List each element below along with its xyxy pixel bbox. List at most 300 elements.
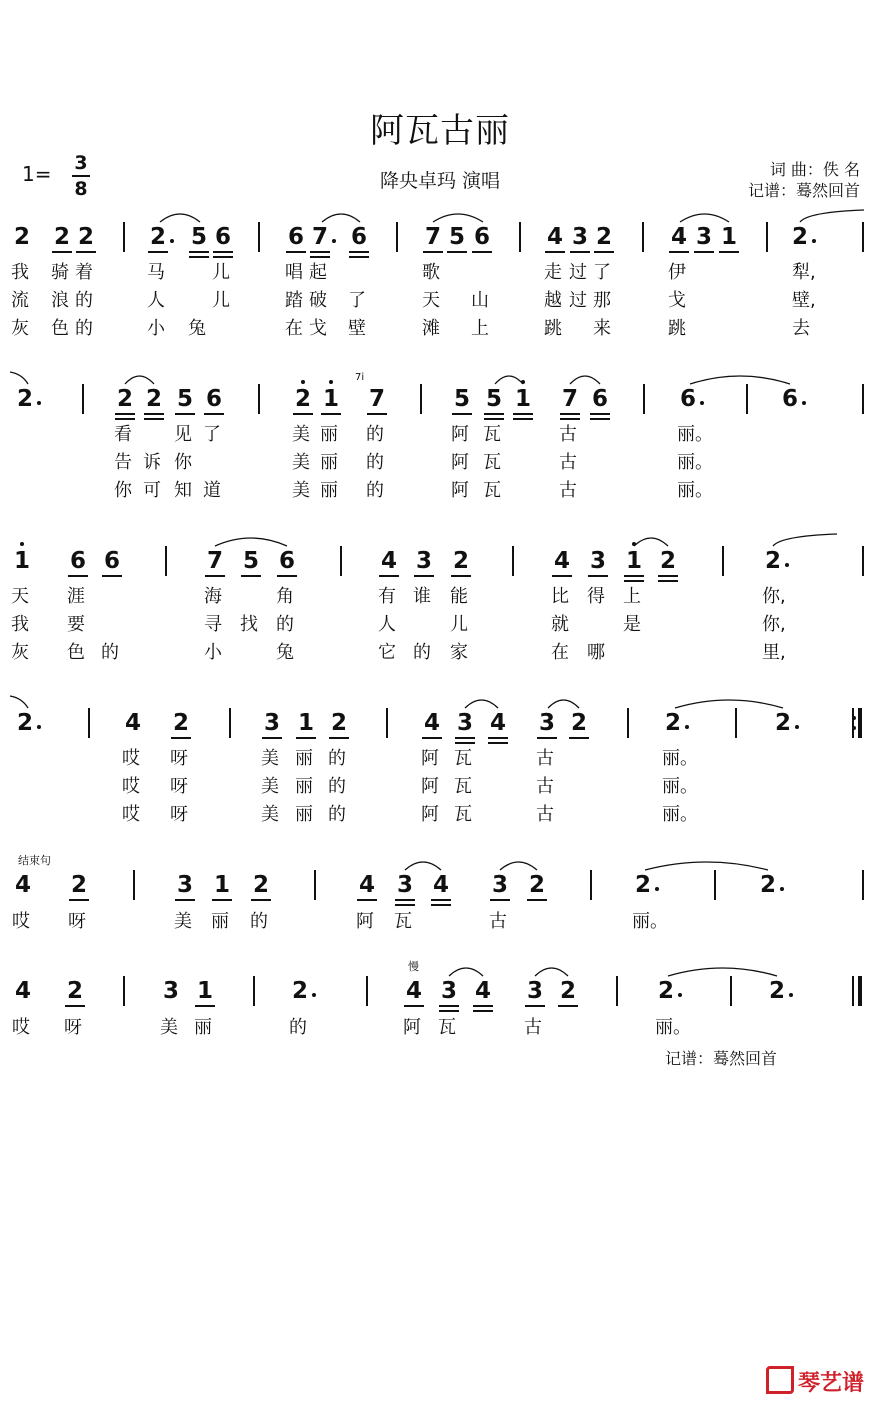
underline xyxy=(624,575,644,577)
note: 7 xyxy=(368,386,385,412)
note: 3 xyxy=(176,872,193,898)
underline xyxy=(148,251,168,253)
final-barline-thin xyxy=(852,976,854,1006)
augmentation-dot xyxy=(812,239,816,243)
lyric-syllable: 的 xyxy=(101,642,119,663)
lyric-syllable: 哪 xyxy=(587,642,605,663)
lyric-syllable: 儿 xyxy=(212,262,230,283)
slur xyxy=(125,376,154,384)
note: 4 xyxy=(14,872,31,898)
underline xyxy=(395,904,415,906)
lyric-syllable: 色 xyxy=(67,642,85,663)
underline xyxy=(473,1010,493,1012)
lyric-syllable: 的 xyxy=(413,642,431,663)
lyric-syllable: 美 xyxy=(160,1017,178,1038)
lyric-syllable: 诉 xyxy=(143,452,161,473)
note: 4 xyxy=(14,978,31,1004)
lyric-syllable: 的 xyxy=(289,1017,307,1038)
underline xyxy=(558,1005,578,1007)
underline xyxy=(473,1005,493,1007)
slur xyxy=(465,700,498,708)
lyric-syllable: 跳 xyxy=(668,318,686,339)
note: 5 xyxy=(453,386,470,412)
lyric-syllable: 灰 xyxy=(11,642,29,663)
lyric-syllable: 戈 xyxy=(668,290,686,311)
underline xyxy=(379,575,399,577)
singer-credit: 降央卓玛 演唱 xyxy=(379,170,501,192)
lyric-syllable: 古 xyxy=(536,776,554,797)
underline xyxy=(212,899,232,901)
underline xyxy=(144,413,164,415)
lyric-syllable: 阿 xyxy=(356,911,374,932)
lyric-syllable: 涯 xyxy=(67,586,85,607)
note: 2 xyxy=(53,224,70,250)
ending-mark: 结束句 xyxy=(18,854,51,867)
slur xyxy=(690,376,790,384)
underline xyxy=(175,413,195,415)
lyric-syllable: 你, xyxy=(762,614,786,635)
underline xyxy=(213,251,233,253)
octave-dot-high xyxy=(632,542,636,546)
note: 6 xyxy=(278,548,295,574)
grace-note-mark: 7i xyxy=(355,372,365,383)
underline xyxy=(658,575,678,577)
lyric-syllable: 灰 xyxy=(11,318,29,339)
underline xyxy=(262,737,282,739)
lyric-syllable: 古 xyxy=(559,424,577,445)
lyric-syllable: 可 xyxy=(143,480,161,501)
barline xyxy=(616,976,618,1006)
underline xyxy=(349,256,369,258)
lyric-syllable: 古 xyxy=(536,748,554,769)
note: 2 xyxy=(570,710,587,736)
lyric-syllable: 哎 xyxy=(12,1017,30,1038)
lyric-syllable: 海 xyxy=(204,586,222,607)
note: 6 xyxy=(214,224,231,250)
tie-end xyxy=(10,696,28,708)
barline xyxy=(735,708,737,738)
note: 2 xyxy=(759,872,776,898)
note: 2 xyxy=(659,548,676,574)
barline xyxy=(258,222,260,252)
note: 2 xyxy=(172,710,189,736)
lyric-syllable: 见 xyxy=(174,424,192,445)
note: 5 xyxy=(190,224,207,250)
lyric-syllable: 呀 xyxy=(170,804,188,825)
lyric-syllable: 走 xyxy=(544,262,562,283)
slur xyxy=(322,214,360,222)
underline xyxy=(310,251,330,253)
lyric-syllable: 哎 xyxy=(122,804,140,825)
underline xyxy=(204,413,224,415)
lyric-syllable: 找 xyxy=(240,614,258,635)
note: 2 xyxy=(595,224,612,250)
lyric-syllable: 丽 xyxy=(320,424,338,445)
underline xyxy=(423,251,443,253)
logo-text: 琴艺谱 xyxy=(797,1371,864,1396)
lyric-syllable: 色 xyxy=(51,318,69,339)
slur xyxy=(535,968,568,976)
note: 2 xyxy=(70,872,87,898)
underline xyxy=(719,251,739,253)
augmentation-dot xyxy=(678,993,682,997)
lyric-syllable: 丽。 xyxy=(677,480,713,501)
note: 6 xyxy=(591,386,608,412)
lyric-syllable: 阿 xyxy=(451,424,469,445)
note: 2 xyxy=(16,386,33,412)
augmentation-dot xyxy=(655,887,659,891)
underline xyxy=(484,413,504,415)
note: 2 xyxy=(116,386,133,412)
lyric-syllable: 哎 xyxy=(122,776,140,797)
note: 2 xyxy=(145,386,162,412)
barline xyxy=(123,976,125,1006)
lyric-syllable: 呀 xyxy=(68,911,86,932)
lyric-syllable: 我 xyxy=(11,262,29,283)
note: 4 xyxy=(423,710,440,736)
lyric-syllable: 丽。 xyxy=(662,804,698,825)
lyric-syllable: 看 xyxy=(114,424,132,445)
lyric-syllable: 有 xyxy=(378,586,396,607)
underline xyxy=(195,1005,215,1007)
lyric-syllable: 丽。 xyxy=(655,1017,691,1038)
underline xyxy=(277,575,297,577)
lyric-syllable: 古 xyxy=(559,480,577,501)
key-signature: 1= xyxy=(22,162,52,186)
lyric-syllable: 呀 xyxy=(170,748,188,769)
underline xyxy=(490,899,510,901)
barline xyxy=(643,384,645,414)
final-barline-thick xyxy=(858,976,862,1006)
lyric-syllable: 阿 xyxy=(421,748,439,769)
octave-dot-high xyxy=(521,380,525,384)
lyric-syllable: 的 xyxy=(75,318,93,339)
augmentation-dot xyxy=(785,563,789,567)
lyric-syllable: 上 xyxy=(471,318,489,339)
lyric-syllable: 兔 xyxy=(188,318,206,339)
lyric-syllable: 跳 xyxy=(544,318,562,339)
footer-transcriber: 记谱：蓦然回首 xyxy=(665,1049,778,1068)
lyric-syllable: 来 xyxy=(593,318,611,339)
underline xyxy=(329,737,349,739)
barline xyxy=(766,222,768,252)
lyric-syllable: 过 xyxy=(569,290,587,311)
lyric-syllable: 你 xyxy=(114,480,132,501)
underline xyxy=(310,256,330,258)
underline xyxy=(241,575,261,577)
lyric-syllable: 过 xyxy=(569,262,587,283)
underline xyxy=(171,737,191,739)
note: 7 xyxy=(311,224,328,250)
lyric-syllable: 美 xyxy=(261,776,279,797)
lyric-syllable: 瓦 xyxy=(394,911,412,932)
barline xyxy=(746,384,748,414)
transcriber-credit: 记谱：蓦然回首 xyxy=(747,181,860,200)
note: 5 xyxy=(448,224,465,250)
lyric-syllable: 丽 xyxy=(295,748,313,769)
slur xyxy=(668,968,777,976)
underline xyxy=(431,899,451,901)
underline xyxy=(439,1010,459,1012)
note: 2 xyxy=(291,978,308,1004)
lyric-syllable: 哎 xyxy=(122,748,140,769)
lyric-syllable: 丽。 xyxy=(662,776,698,797)
lyric-syllable: 告 xyxy=(114,452,132,473)
underline xyxy=(527,899,547,901)
barline xyxy=(258,384,260,414)
note: 4 xyxy=(405,978,422,1004)
lyric-syllable: 寻 xyxy=(204,614,222,635)
underline xyxy=(525,1005,545,1007)
lyric-syllable: 就 xyxy=(551,614,569,635)
underline xyxy=(286,251,306,253)
lyric-syllable: 呀 xyxy=(64,1017,82,1038)
slur xyxy=(215,538,287,546)
augmentation-dot xyxy=(780,887,784,891)
lyric-syllable: 瓦 xyxy=(483,452,501,473)
note: 3 xyxy=(491,872,508,898)
augmentation-dot xyxy=(700,401,704,405)
lyric-syllable: 阿 xyxy=(403,1017,421,1038)
lyric-syllable: 的 xyxy=(366,424,384,445)
underline xyxy=(484,418,504,420)
barline xyxy=(642,222,644,252)
underline xyxy=(102,575,122,577)
lyric-syllable: 谁 xyxy=(413,586,431,607)
note: 6 xyxy=(287,224,304,250)
lyric-syllable: 古 xyxy=(524,1017,542,1038)
note: 4 xyxy=(489,710,506,736)
slur xyxy=(433,214,483,222)
underline xyxy=(570,251,590,253)
underline xyxy=(552,575,572,577)
lyric-syllable: 知 xyxy=(174,480,192,501)
note: 3 xyxy=(263,710,280,736)
lyric-syllable: 了 xyxy=(593,262,611,283)
lyric-syllable: 破 xyxy=(309,290,327,311)
note: 3 xyxy=(396,872,413,898)
note: 2 xyxy=(528,872,545,898)
lyric-syllable: 阿 xyxy=(421,804,439,825)
lyric-syllable: 的 xyxy=(250,911,268,932)
underline xyxy=(472,251,492,253)
underline xyxy=(321,413,341,415)
note: 6 xyxy=(679,386,696,412)
song-title: 阿瓦古丽 xyxy=(370,111,510,151)
note: 3 xyxy=(589,548,606,574)
barline xyxy=(862,870,864,900)
note: 6 xyxy=(205,386,222,412)
note: 4 xyxy=(432,872,449,898)
lyric-syllable: 丽 xyxy=(320,452,338,473)
octave-dot-high xyxy=(329,380,333,384)
note: 6 xyxy=(69,548,86,574)
lyric-syllable: 丽。 xyxy=(677,452,713,473)
lyric-syllable: 丽 xyxy=(320,480,338,501)
lyric-syllable: 丽。 xyxy=(662,748,698,769)
lyric-syllable: 美 xyxy=(292,452,310,473)
barline xyxy=(862,222,864,252)
underline xyxy=(590,418,610,420)
underline xyxy=(349,251,369,253)
underline xyxy=(189,251,209,253)
underline xyxy=(669,251,689,253)
lyric-syllable: 美 xyxy=(292,480,310,501)
underline xyxy=(76,251,96,253)
slur xyxy=(645,862,768,870)
lyric-syllable: 瓦 xyxy=(483,480,501,501)
lyric-syllable: 丽。 xyxy=(632,911,668,932)
lyric-syllable: 得 xyxy=(587,586,605,607)
lyric-syllable: 要 xyxy=(67,614,85,635)
underline xyxy=(357,899,377,901)
lyric-syllable: 比 xyxy=(551,586,569,607)
time-signature-denominator: 8 xyxy=(74,178,88,200)
lyric-syllable: 阿 xyxy=(421,776,439,797)
note: 3 xyxy=(695,224,712,250)
note: 3 xyxy=(162,978,179,1004)
note: 2 xyxy=(16,710,33,736)
underline xyxy=(144,418,164,420)
lyricist-credit: 词 曲：佚 名 xyxy=(769,160,860,179)
underline xyxy=(560,413,580,415)
lyric-syllable: 那 xyxy=(593,290,611,311)
barline xyxy=(396,222,398,252)
lyric-syllable: 瓦 xyxy=(454,804,472,825)
note: 1 xyxy=(196,978,213,1004)
note: 2 xyxy=(66,978,83,1004)
note: 5 xyxy=(176,386,193,412)
note: 2 xyxy=(149,224,166,250)
lyric-syllable: 上 xyxy=(623,586,641,607)
barline xyxy=(82,384,84,414)
tie-start xyxy=(773,534,837,546)
lyric-syllable: 美 xyxy=(292,424,310,445)
underline xyxy=(69,899,89,901)
barline xyxy=(165,546,167,576)
augmentation-dot xyxy=(795,725,799,729)
underline xyxy=(439,1005,459,1007)
lyric-syllable: 瓦 xyxy=(483,424,501,445)
barline xyxy=(229,708,231,738)
note: 3 xyxy=(526,978,543,1004)
note: 2 xyxy=(452,548,469,574)
note: 3 xyxy=(538,710,555,736)
note: 2 xyxy=(664,710,681,736)
underline xyxy=(189,256,209,258)
slur xyxy=(449,968,483,976)
lyric-syllable: 瓦 xyxy=(454,776,472,797)
lyric-syllable: 古 xyxy=(536,804,554,825)
underline xyxy=(422,737,442,739)
slur xyxy=(680,214,729,222)
lyric-syllable: 小 xyxy=(204,642,222,663)
lyric-syllable: 壁, xyxy=(792,290,816,311)
barline xyxy=(862,384,864,414)
note: 4 xyxy=(380,548,397,574)
barline xyxy=(714,870,716,900)
barline xyxy=(730,976,732,1006)
lyric-syllable: 流 xyxy=(11,290,29,311)
note: 7 xyxy=(206,548,223,574)
lyric-syllable: 浪 xyxy=(51,290,69,311)
underline xyxy=(588,575,608,577)
underline xyxy=(175,899,195,901)
logo-icon xyxy=(766,1366,794,1394)
note: 1 xyxy=(213,872,230,898)
underline xyxy=(488,742,508,744)
lyric-syllable: 丽 xyxy=(295,804,313,825)
barline xyxy=(590,870,592,900)
underline xyxy=(594,251,614,253)
augmentation-dot xyxy=(37,401,41,405)
lyric-syllable: 是 xyxy=(623,614,641,635)
underline xyxy=(115,413,135,415)
lyric-syllable: 古 xyxy=(489,911,507,932)
lyric-syllable: 你, xyxy=(762,586,786,607)
note: 1 xyxy=(720,224,737,250)
note: 4 xyxy=(474,978,491,1004)
underline xyxy=(447,251,467,253)
note: 1 xyxy=(625,548,642,574)
lyric-syllable: 马 xyxy=(147,262,165,283)
underline xyxy=(455,742,475,744)
underline xyxy=(513,418,533,420)
note: 4 xyxy=(670,224,687,250)
lyric-syllable: 人 xyxy=(378,614,396,635)
lyric-syllable: 山 xyxy=(471,290,489,311)
lyric-syllable: 阿 xyxy=(451,480,469,501)
lyric-syllable: 它 xyxy=(378,642,396,663)
underline xyxy=(455,737,475,739)
underline xyxy=(115,418,135,420)
augmentation-dot xyxy=(802,401,806,405)
lyric-syllable: 歌 xyxy=(422,262,440,283)
time-signature-numerator: 3 xyxy=(74,152,88,174)
lyric-syllable: 瓦 xyxy=(454,748,472,769)
augmentation-dot xyxy=(789,993,793,997)
underline xyxy=(451,575,471,577)
underline xyxy=(68,575,88,577)
lyric-syllable: 瓦 xyxy=(438,1017,456,1038)
note: 2 xyxy=(791,224,808,250)
underline xyxy=(52,251,72,253)
lyric-syllable: 丽。 xyxy=(677,424,713,445)
lyric-syllable: 呀 xyxy=(170,776,188,797)
slur xyxy=(675,700,783,708)
note: 7 xyxy=(561,386,578,412)
lyric-syllable: 天 xyxy=(11,586,29,607)
lyric-syllable: 的 xyxy=(276,614,294,635)
underline xyxy=(251,899,271,901)
lyric-syllable: 天 xyxy=(422,290,440,311)
underline xyxy=(537,737,557,739)
barline xyxy=(862,546,864,576)
slur xyxy=(570,376,600,384)
note: 5 xyxy=(242,548,259,574)
lyric-syllable: 着 xyxy=(75,262,93,283)
lyric-syllable: 的 xyxy=(328,776,346,797)
site-logo xyxy=(766,1366,864,1397)
barline xyxy=(123,222,125,252)
lyric-syllable: 古 xyxy=(559,452,577,473)
slur xyxy=(500,862,537,870)
lyric-syllable: 里, xyxy=(762,642,786,663)
slur xyxy=(495,376,523,384)
lyric-syllable: 了 xyxy=(203,424,221,445)
lyric-syllable: 儿 xyxy=(212,290,230,311)
barline xyxy=(88,708,90,738)
